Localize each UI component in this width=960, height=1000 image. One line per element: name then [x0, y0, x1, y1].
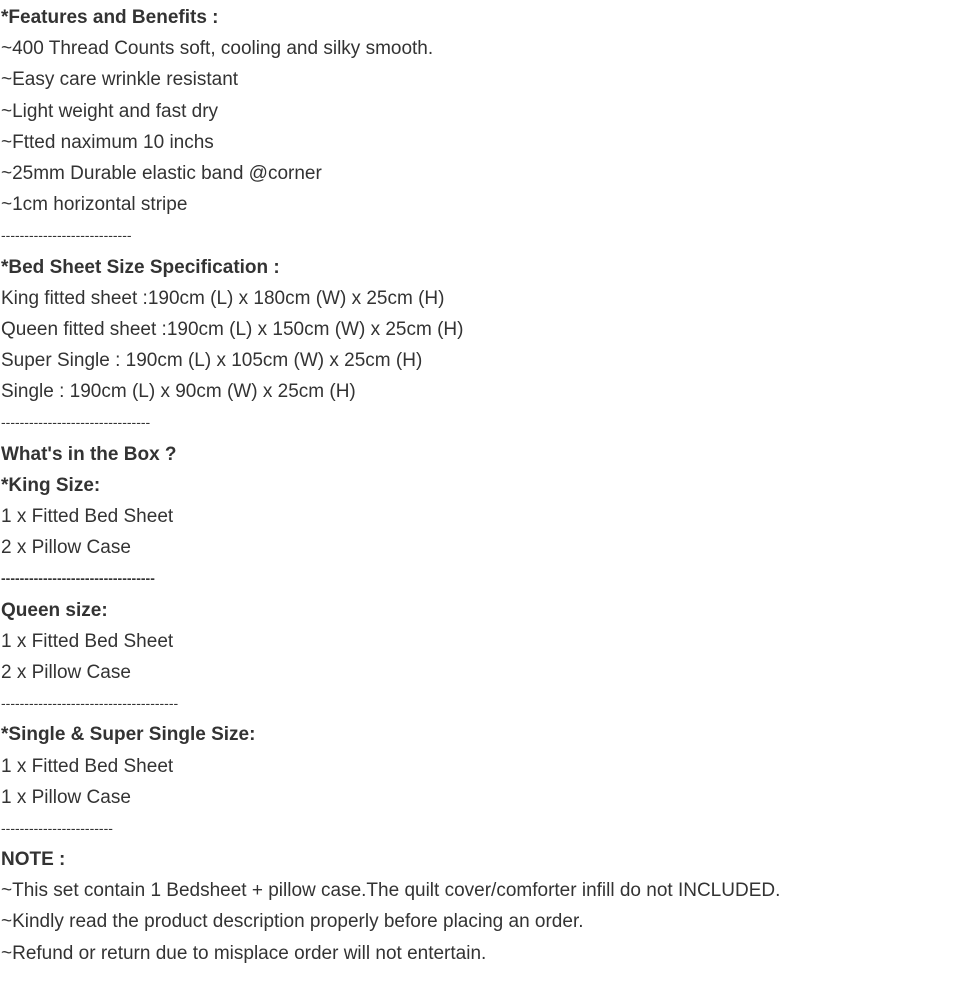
box-item: 1 x Pillow Case [1, 786, 131, 808]
features-heading: *Features and Benefits : [1, 7, 219, 28]
spec-item: Queen fitted sheet :190cm (L) x 150cm (W) x 25cm (H) [1, 318, 464, 340]
note-item: ~Refund or return due to misplace order will not entertain. [1, 942, 487, 964]
feature-item: ~25mm Durable elastic band @corner [1, 162, 322, 184]
spec-item: King fitted sheet :190cm (L) x 180cm (W) x 25cm (H) [1, 287, 445, 309]
spec-item: Super Single : 190cm (L) x 105cm (W) x 25cm (H) [1, 350, 423, 372]
note-item: ~This set contain 1 Bedsheet + pillow case.The quilt cover/comforter infill do not INCLUDED. [1, 880, 781, 902]
feature-item: ~Light weight and fast dry [1, 100, 219, 122]
box-item: 2 x Pillow Case [1, 661, 131, 683]
box-heading: What's in the Box ? [1, 443, 177, 465]
box-item: 1 x Fitted Bed Sheet [1, 755, 174, 777]
specs-heading: *Bed Sheet Size Specification : [1, 256, 280, 278]
separator: ------------------------ [1, 819, 113, 836]
feature-item: ~Easy care wrinkle resistant [1, 69, 239, 91]
feature-item: ~400 Thread Counts soft, cooling and silky smooth. [1, 38, 434, 60]
single-size-heading: *Single & Super Single Size: [1, 724, 256, 746]
note-item: ~Kindly read the product description properly before placing an order. [1, 911, 584, 933]
king-size-heading: *King Size: [1, 474, 101, 496]
separator: -------------------------------- [1, 414, 151, 431]
feature-item: ~Ftted naximum 10 inchs [1, 131, 214, 153]
separator: ---------------------------- [1, 227, 132, 244]
box-item: 2 x Pillow Case [1, 537, 131, 559]
note-heading: NOTE : [1, 849, 66, 871]
separator: -------------------------------------- [1, 695, 179, 712]
box-item: 1 x Fitted Bed Sheet [1, 506, 174, 527]
feature-item: ~1cm horizontal stripe [1, 194, 188, 216]
spec-item: Single : 190cm (L) x 90cm (W) x 25cm (H) [1, 381, 356, 403]
separator: --------------------------------- [1, 570, 155, 587]
box-item: 1 x Fitted Bed Sheet [1, 630, 174, 652]
queen-size-heading: Queen size: [1, 599, 108, 621]
